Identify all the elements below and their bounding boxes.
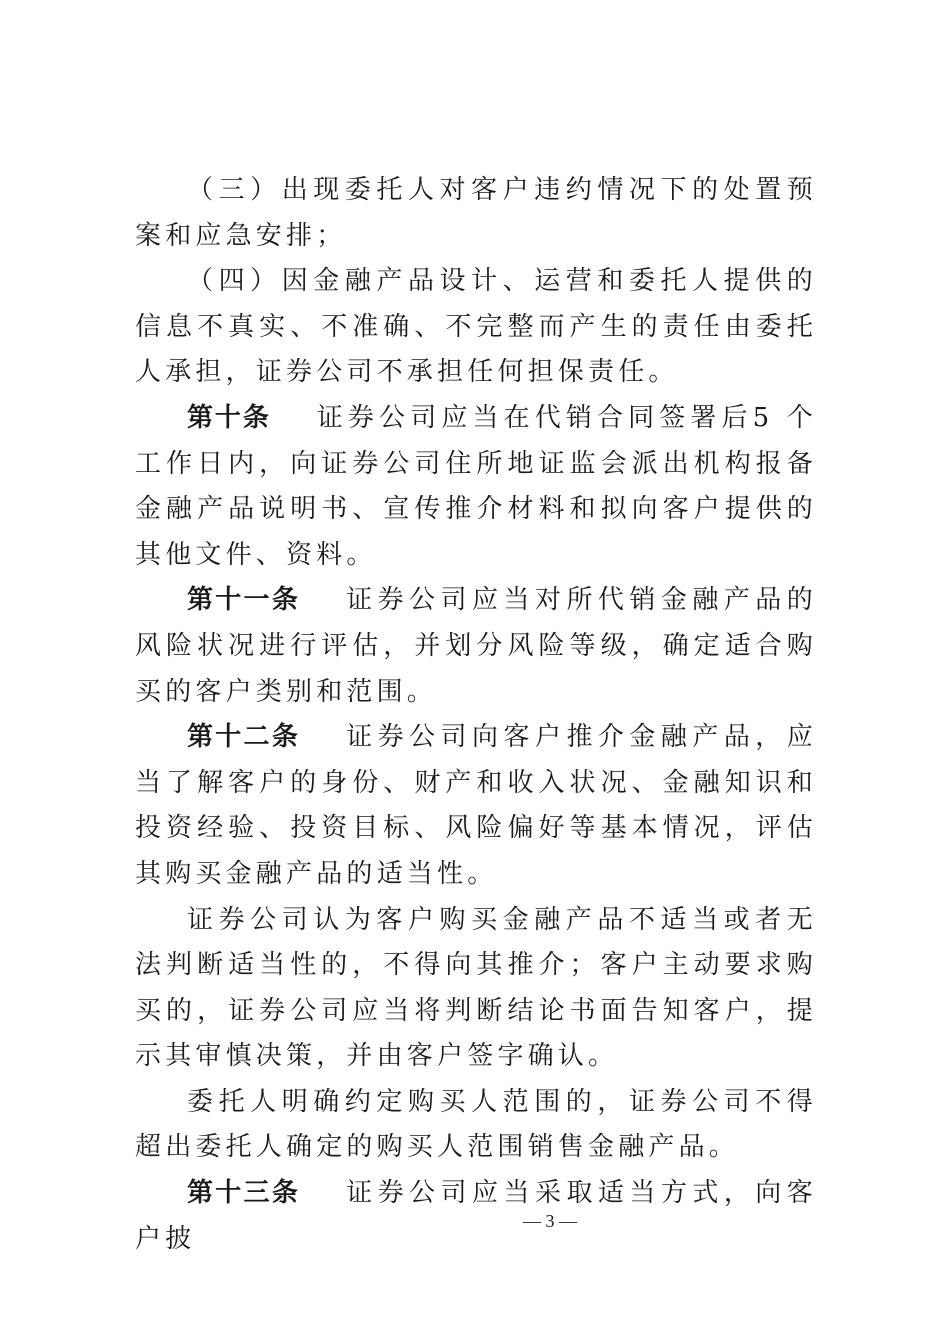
article-11-text: 证券公司应当对所代销金融产品的风险状况进行评估，并划分风险等级，确定适合购买的客户类别和范围。 (135, 585, 817, 707)
paragraph-4 (135, 259, 817, 396)
article-10-heading: 第十条 (187, 402, 271, 433)
paragraph-3 (135, 168, 817, 259)
article-12-text: 证券公司向客户推介金融产品，应当了解客户的身份、财产和收入状况、金融知识和投资经验、投资目标、风险偏好等基本情况，评估其购买金融产品的适当性。 (135, 722, 817, 889)
article-11 (135, 578, 817, 715)
article-12-paragraph-2 (135, 898, 817, 1080)
paragraph-3-text: （三）出现委托人对客户违约情况下的处置预案和应急安排； (135, 175, 817, 251)
paragraph-4-text: （四）因金融产品设计、运营和委托人提供的信息不真实、不准确、不完整而产生的责任由委托人承担，证券公司不承担任何担保责任。 (135, 266, 817, 388)
article-12-heading: 第十二条 (187, 722, 301, 753)
article-12-paragraph-2-text: 证券公司认为客户购买金融产品不适当或者无法判断适当性的，不得向其推介；客户主动要求购买的，证券公司应当将判断结论书面告知客户，提示其审慎决策，并由客户签字确认。 (135, 904, 817, 1072)
document-body (135, 168, 817, 1262)
article-12 (135, 715, 817, 897)
article-13-heading: 第十三条 (187, 1178, 301, 1209)
article-12-paragraph-3 (135, 1080, 817, 1171)
article-11-heading: 第十一条 (187, 585, 301, 616)
article-10 (135, 396, 817, 578)
article-13-text: 证券公司应当采取适当方式，向客户披 (135, 1178, 817, 1254)
page-number: — 3 — (523, 1211, 577, 1231)
article-12-paragraph-3-text: 委托人明确约定购买人范围的，证券公司不得超出委托人确定的购买人范围销售金融产品。 (135, 1086, 817, 1163)
article-10-text: 证券公司应当在代销合同签署后5 个工作日内，向证券公司住所地证监会派出机构报备金融产品说明书、宣传推介材料和拟向客户提供的其他文件、资料。 (135, 402, 817, 570)
